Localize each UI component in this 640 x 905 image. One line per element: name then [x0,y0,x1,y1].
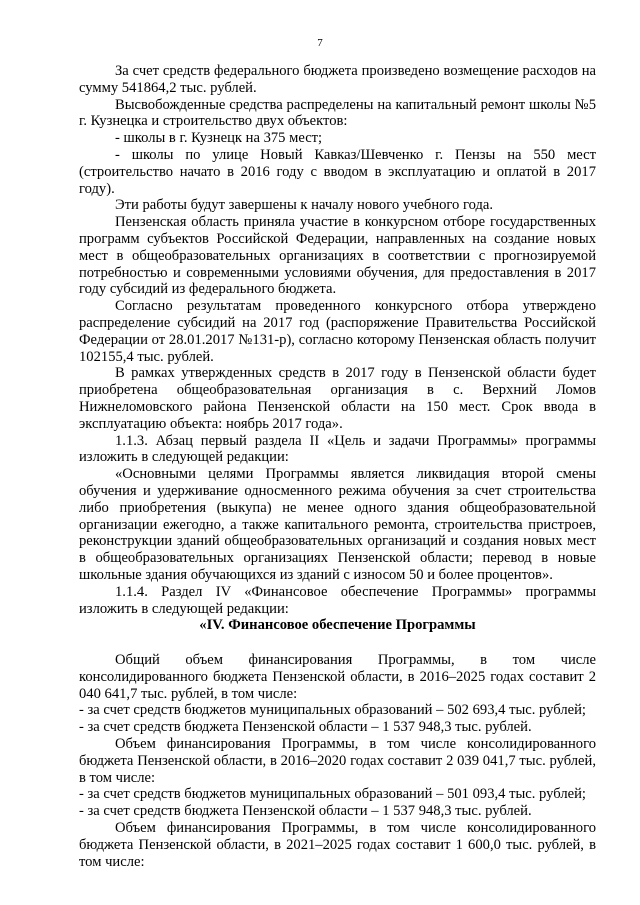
list-item-regional-2016-2025: - за счет средств бюджета Пензенской области – 1 537 948,3 тыс. рублей. [79,719,532,736]
paragraph-subsidy-distribution: Согласно результатам проведенного конкурсного отбора утверждено распределение субсидий на 2017 год (распоряжение Правительства Российской Федерации от 28.01.2017 №131-р), согласно которому Пензенская область получит 102155,4 тыс. рублей. [79,298,596,365]
paragraph-amendment-1-1-3: 1.1.3. Абзац первый раздела II «Цель и задачи Программы» программы изложить в следующей редакции: [79,432,596,466]
paragraph-total-financing: Общий объем финансирования Программы, в том числе консолидированного бюджета Пензенской области, в 2016–2025 годах составит 2 040 641,7 тыс. рублей, в том числе: [79,652,596,702]
paragraph-released-funds: Высвобожденные средства распределены на капитальный ремонт школы №5 г. Кузнецка и строительство двух объектов: [79,96,596,130]
paragraph-financing-2016-2020: Объем финансирования Программы, в том числе консолидированного бюджета Пензенской области, в 2016–2020 годах составит 2 039 041,7 тыс. рублей, в том числе: [79,736,596,786]
list-item-school-kuznetsk: - школы в г. Кузнецк на 375 мест; [115,130,323,147]
spacer [79,634,596,652]
paragraph-competitive-selection: Пензенская область приняла участие в конкурсном отборе государственных программ субъектов Российской Федерации, направленных на создание новых мест в общеобразовательных организациях в соответствии с прогнозируемой потребностью и современными условиями обучения, для предоставления в 2017 году субсидий из федерального бюджета. [79,214,596,298]
paragraph-works-completion: Эти работы будут завершены к началу нового учебного года. [115,197,494,214]
list-item-school-penza: - школы по улице Новый Кавказ/Шевченко г. Пензы на 550 мест (строительство начато в 2016 году с вводом в эксплуатацию и оплатой в 2017 году). [79,146,596,197]
paragraph-financing-2021-2025: Объем финансирования Программы, в том числе консолидированного бюджета Пензенской области, в 2021–2025 годах составит 1 600,0 тыс. рублей, в том числе: [79,820,596,870]
list-item-regional-2016-2020: - за счет средств бюджета Пензенской области – 1 537 948,3 тыс. рублей. [79,803,532,820]
document-body [79,63,596,870]
list-item-municipal-2016-2025: - за счет средств бюджетов муниципальных образований – 502 693,4 тыс. рублей; [79,702,586,719]
page-number: 7 [317,37,323,49]
list-item-municipal-2016-2020: - за счет средств бюджетов муниципальных образований – 501 093,4 тыс. рублей; [79,786,586,803]
paragraph-program-goals: «Основными целями Программы является ликвидация второй смены обучения и удерживание односменного режима обучения за счет строительства либо приобретения (выкупа) не менее одного здания общеобразовательной организации ежегодно, а также капитального ремонта, строительства пристроев, реконструкции зданий общеобразовательных организаций и создания новых мест в общеобразовательных организациях Пензенской области; перевод в новые школьные здания обучающихся из зданий с износом 50 и более процентов». [79,466,596,583]
section-heading: «IV. Финансовое обеспечение Программы [199,617,476,634]
paragraph-federal-reimbursement: За счет средств федерального бюджета произведено возмещение расходов на сумму 541864,2 тыс. рублей. [79,63,596,96]
paragraph-school-acquisition: В рамках утвержденных средств в 2017 году в Пензенской области будет приобретена общеобразовательная организация в с. Верхний Ломов Нижнеломовского района Пензенской области на 150 мест. Срок ввода в эксплуатацию объекта: ноябрь 2017 года». [79,365,596,432]
paragraph-amendment-1-1-4: 1.1.4. Раздел IV «Финансовое обеспечение Программы» программы изложить в следующей редакции: [79,583,596,617]
